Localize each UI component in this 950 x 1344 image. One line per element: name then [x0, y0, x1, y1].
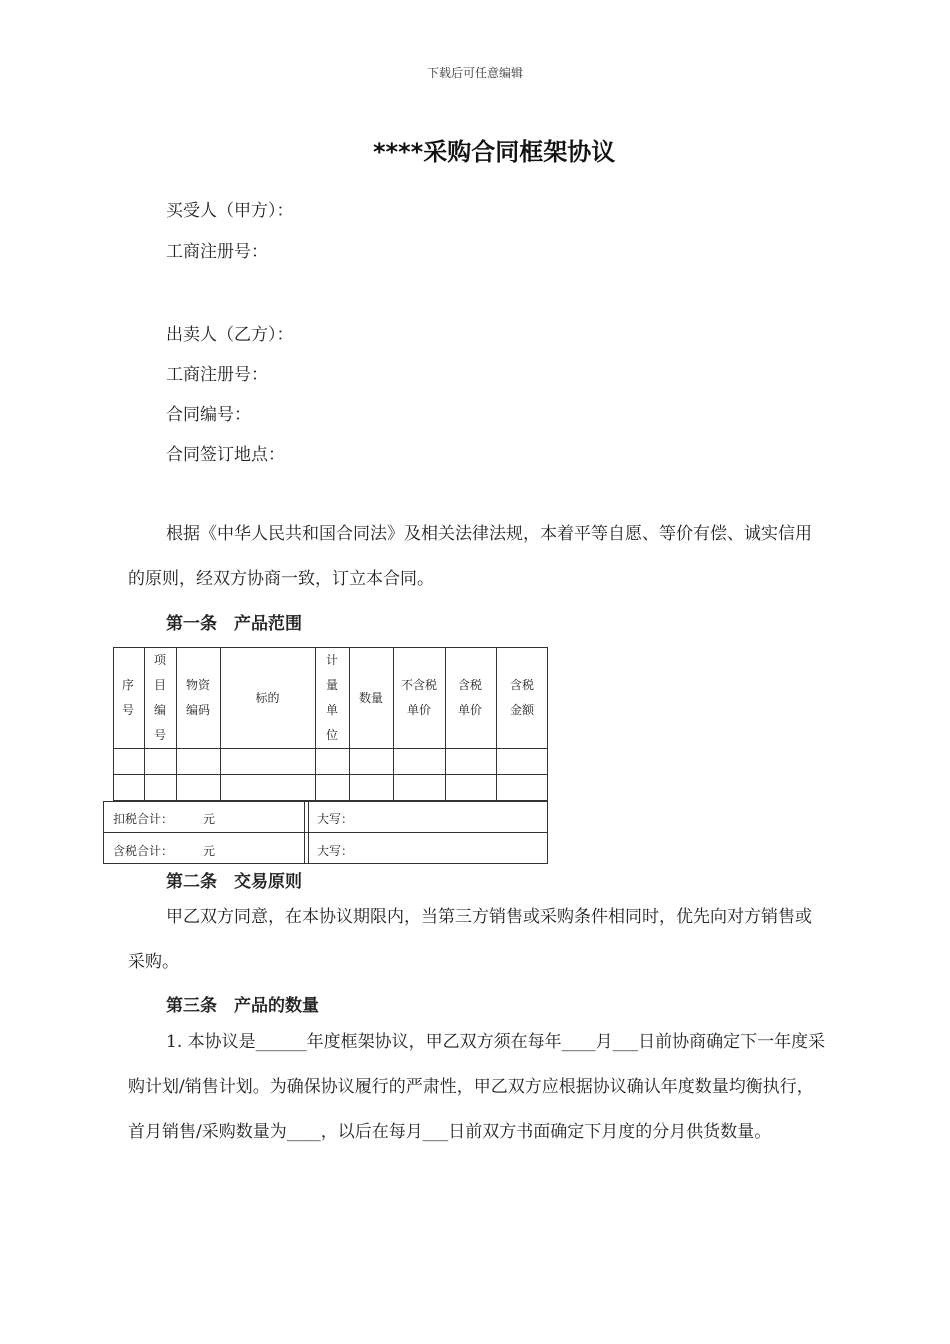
product-table [113, 647, 548, 801]
article-3-text: 1. 本协议是______年度框架协议，甲乙双方须在每年____月___日前协商确定下一年度采购计划/销售计划。为确保协议履行的严肃性，甲乙双方应根据协议确认年度数量均衡执行，首月销售/采购数量为____，以后在每月___日前双方书面确定下月度的分月供货数量。 [128, 1032, 826, 1142]
tax-included-total-label: 含税合计： [113, 844, 174, 858]
col-header-unit-price-inc-tax: 含税单价 [457, 678, 482, 717]
tax-excluded-total-label: 扣税合计： [113, 812, 174, 826]
col-header-item-no: 项目编号 [153, 653, 166, 742]
col-header-amount-inc-tax: 含税金额 [509, 678, 534, 717]
article-2-text: 甲乙双方同意，在本协议期限内，当第三方销售或采购条件相同时，优先向对方销售或采购。 [128, 907, 812, 972]
buyer-reg-label: 工商注册号： [166, 242, 268, 262]
intro-paragraph: 根据《中华人民共和国合同法》及相关法律法规，本着平等自愿、等价有偿、诚实信用的原则，经双方协商一致，订立本合同。 [128, 524, 812, 589]
article-2-heading: 第二条 交易原则 [166, 872, 302, 892]
tax-excluded-caps-label: 大写： [317, 812, 354, 826]
article-3-heading: 第三条 产品的数量 [166, 996, 319, 1016]
tax-included-total-unit: 元 [203, 844, 216, 858]
col-header-material-code: 物资编码 [185, 678, 210, 717]
col-header-quantity: 数量 [358, 691, 383, 705]
seller-label: 出卖人（乙方）： [166, 325, 294, 345]
sign-place-label: 合同签订地点： [166, 445, 285, 465]
header-note: 下载后可任意编辑 [426, 66, 523, 80]
totals-table [103, 801, 548, 864]
buyer-label: 买受人（甲方）： [166, 201, 294, 221]
contract-number-label: 合同编号： [166, 405, 251, 425]
tax-excluded-total-unit: 元 [203, 812, 216, 826]
tax-included-caps-label: 大写： [317, 844, 354, 858]
col-header-unit: 计量单位 [325, 653, 338, 742]
col-header-seq: 序号 [121, 678, 134, 717]
col-header-subject: 标的 [255, 691, 280, 705]
article-1-heading: 第一条 产品范围 [166, 614, 302, 634]
col-header-unit-price-ex-tax: 不含税单价 [400, 678, 437, 717]
document-title: ****采购合同框架协议 [373, 138, 616, 166]
seller-reg-label: 工商注册号： [166, 365, 268, 385]
